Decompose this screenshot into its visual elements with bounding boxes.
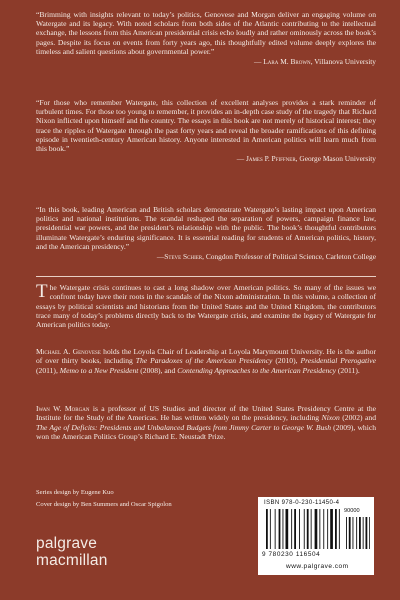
quote-attribution: —Steve Schier, Congdon Professor of Political Science, Carleton College: [156, 252, 376, 262]
bio-genovese: [36, 347, 376, 375]
barcode-addon-digits: 90000: [344, 508, 360, 514]
bio-text: (2002) and: [339, 413, 376, 423]
book-title: Memo to a New President: [59, 365, 139, 375]
barcode-bars: [266, 509, 370, 551]
bio-text: (2011).: [336, 365, 360, 375]
book-title: Presidential Prerogative: [300, 356, 376, 366]
description-text: he Watergate crisis continues to cast a long shadow over American politics. So many of the issues we confront today have their roots in the scandals of the Nixon administration. In this volume, a collection of essays by political scientists and historians from the United States and the United Kingdom, the contributors trace many of today’s problems directly back to the Watergate crisis, and examine the legacy of Watergate for American politics today.: [36, 283, 376, 330]
book-title: The Age of Deficits: Presidents and Unbalanced Budgets from Jimmy Carter to George W. Bush: [36, 422, 332, 432]
attribution-name: Steve Schier: [164, 252, 203, 262]
bio-text: (2008), and: [138, 365, 178, 375]
attribution-affiliation: , Congdon Professor of Political Science, Carleton College: [202, 252, 376, 262]
series-design-credit: Series design by Eugene Kuo: [36, 489, 114, 496]
isbn-label: ISBN 978-0-230-11450-4: [264, 500, 340, 506]
quote-attribution: — James P. Pfiffner, George Mason University: [236, 154, 376, 164]
publisher-line-1: palgrave: [36, 535, 98, 552]
bio-text: (2011),: [36, 365, 60, 375]
attribution-affiliation: , George Mason University: [295, 154, 376, 164]
bio-text: (2009), which won the American Politics Group’s Richard E. Neustadt Prize.: [36, 422, 377, 441]
publisher-logo: [36, 535, 108, 569]
design-credits: [36, 487, 172, 511]
bio-text: is a professor of US Studies and director of the United States Presidency Centre at the Institute for the Study of the Americas. He has written widely on the presidency, including: [36, 404, 376, 423]
section-divider: [36, 276, 376, 277]
drop-cap: T: [36, 281, 48, 302]
quote-schier: [36, 205, 376, 261]
bio-name: Michael A. Genovese: [36, 347, 101, 356]
book-title: Nixon: [321, 413, 340, 423]
bio-text: (2010),: [272, 356, 301, 366]
bio-name: Iwan W. Morgan: [36, 404, 90, 413]
isbn-barcode: [258, 497, 374, 575]
book-title: The Paradoxes of the American Presidency: [135, 356, 273, 366]
quote-text: “For those who remember Watergate, this collection of excellent analyses provides a stark reminder of turbulent times. For those too young to remember, it provides an in-depth case study of the tragedy that Richard Nixon inflicted upon himself and the country. The essays in this book are not merely of historical interest; they trace the ripples of Watergate through the past forty years and reveal the broader ramifications of this defining episode in twentieth-century American history. Anyone interested in American politics will learn much from this book.”: [36, 98, 376, 154]
quote-text: “Brimming with insights relevant to today’s politics, Genovese and Morgan deliver an engaging volume on Watergate and its legacy. With noted scholars from both sides of the Atlantic contributing to the intellectual exchange, the lessons from this American presidential crisis echo loudly and rather ominously across the book’s pages. Despite its focus on events from forty years ago, this thoughtfully edited volume deeply explores the timeless and salient questions about governmental power.”: [36, 10, 376, 56]
bio-text: holds the Loyola Chair of Leadership at Loyola Marymount University. He is the author of over thirty books, including: [36, 347, 377, 366]
quote-attribution: — Lara M. Brown, Villanova University: [254, 57, 376, 67]
publisher-line-2: macmillan: [36, 552, 108, 569]
book-description: [36, 283, 376, 329]
attribution-affiliation: , Villanova University: [310, 57, 376, 67]
quote-text: “In this book, leading American and British scholars demonstrate Watergate’s lasting impact upon American politics and national institutions. The scandal reshaped the separation of powers, campaign finance law, presidential war powers, and the president’s relationship with the public. The book’s thoughtful contributors illuminate Watergate’s enduring significance. It is essential reading for students of American politics, history, and the American presidency.”: [36, 205, 376, 251]
quote-brown: [36, 10, 376, 66]
bio-morgan: [36, 404, 376, 441]
quote-pfiffner: [36, 98, 376, 163]
publisher-website: www.palgrave.com: [286, 563, 349, 570]
attribution-name: James P. Pfiffner: [245, 154, 296, 164]
book-title: Contending Approaches to the American Presidency: [177, 365, 336, 375]
cover-design-credit: Cover design by Ben Summers and Oscar Spigolon: [36, 501, 172, 508]
barcode-digits: 9 780230 116504: [262, 551, 321, 558]
attribution-name: Lara M. Brown: [263, 57, 311, 67]
